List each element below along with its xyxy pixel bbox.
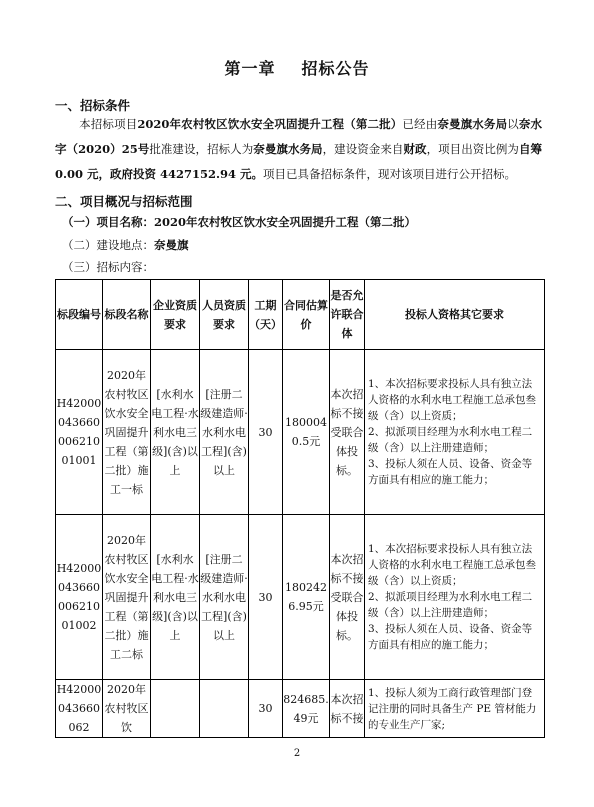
tenderer: 奈曼旗水务局 [253,142,323,156]
joint-bid-allowed: 本次招标不接受联合体投标。 [330,515,365,680]
person-qualification: [注册二级建造师·水利水电工程](含)以上 [200,515,249,680]
text-run: ，建设资金来自 [322,142,404,156]
header-cell: 合同估算价 [283,280,330,350]
approval-doc-number: 奈水字（2020）25号 [55,117,543,156]
header-cell: 标段编号 [56,280,103,350]
lot-name: 2020年农村牧区饮 [103,680,151,738]
approver: 奈曼旗水务局 [437,117,508,131]
text-run: 批准建设，招标人为 [149,142,254,156]
text-run: 已经由 [402,117,438,131]
lot-name: 2020年农村牧区饮水安全巩固提升工程（第二批）施工二标 [103,515,151,680]
content-label: （三）招标内容： [62,260,154,274]
other-requirements [365,680,545,738]
requirement-item: 1、本次招标要求投标人具有独立法人资格的水利水电工程施工总承包叁级（含）以上资质； [368,378,536,422]
lot-code: H42000043660062 [56,680,103,738]
location-line [62,237,189,253]
conditions-paragraph [55,112,542,187]
table-row [56,515,545,680]
duration-days: 30 [249,515,283,680]
lot-code: H4200004366000621001001 [56,350,103,515]
requirement-item: 2、拟派项目经理为水利水电工程二级（含）以上注册建造师； [368,591,533,619]
requirement-item: 3、投标人须在人员、设备、资金等方面具有相应的施工能力； [368,458,533,486]
chapter-name: 招标公告 [301,59,370,78]
header-cell: 人员资质要求 [200,280,249,350]
header-cell: 标段名称 [103,280,151,350]
lot-name: 2020年农村牧区饮水安全巩固提升工程（第二批）施工一标 [103,350,151,515]
content-line [62,259,154,275]
corp-qualification: [水利水电工程·水利水电三级](含)以上 [151,515,200,680]
estimated-price: 824685.49元 [283,680,330,738]
person-qualification: [注册二级建造师·水利水电工程](含)以上 [200,350,249,515]
project-name: 2020年农村牧区饮水安全巩固提升工程（第二批） [137,117,403,131]
table-header-row [56,280,545,350]
joint-bid-allowed: 本次招标不接 [330,680,365,738]
header-cell: 企业资质要求 [151,280,200,350]
requirement-item: 1、投标人须为工商行政管理部门登记注册的同时具备生产 PE 管材能力的专业生产厂家; [368,686,537,731]
project-name-label: （一）项目名称： [62,215,154,229]
location-value: 奈曼旗 [154,238,189,252]
fund-source: 财政 [403,142,427,156]
text-run: 项目已具备招标条件，现对该项目进行公开招标。 [263,167,517,181]
corp-qualification: [水利水电工程·水利水电三级](含)以上 [151,350,200,515]
lot-code: H4200004366000621001002 [56,515,103,680]
other-requirements [365,350,545,515]
location-label: （二）建设地点： [62,238,154,252]
funding-ratio: 自筹 0.00 元，政府投资 4427152.94 元。 [55,142,543,181]
header-cell: 工期（天） [249,280,283,350]
header-cell: 是否允许联合体 [330,280,365,350]
person-qualification [200,680,249,738]
chapter-title [0,56,594,79]
text-run: ，项目出资比例为 [426,142,519,156]
text-run: 本招标项目 [79,117,138,131]
project-name-line [62,214,416,230]
other-requirements [365,515,545,680]
requirement-item: 2、拟派项目经理为水利水电工程二级（含）以上注册建造师； [368,426,533,454]
lots-table [55,279,545,738]
project-name-value: 2020年农村牧区饮水安全巩固提升工程（第二批） [154,215,417,229]
chapter-number: 第一章 [224,59,276,78]
section-heading-conditions: 一、招标条件 [55,98,131,113]
table-row [56,680,545,738]
requirement-item: 3、投标人须在人员、设备、资金等方面具有相应的施工能力； [368,623,533,651]
header-cell: 投标人资格其它要求 [365,280,545,350]
duration-days: 30 [249,350,283,515]
page-number: 2 [293,748,301,759]
requirement-item: 1、本次招标要求投标人具有独立法人资格的水利水电工程施工总承包叁级（含）以上资质； [368,543,536,587]
estimated-price: 1800040.5元 [283,350,330,515]
corp-qualification [151,680,200,738]
estimated-price: 1802426.95元 [283,515,330,680]
duration-days: 30 [249,680,283,738]
table-row [56,350,545,515]
section-heading-overview: 二、项目概况与招标范围 [55,194,193,209]
joint-bid-allowed: 本次招标不接受联合体投标。 [330,350,365,515]
text-run: 以 [507,117,519,131]
